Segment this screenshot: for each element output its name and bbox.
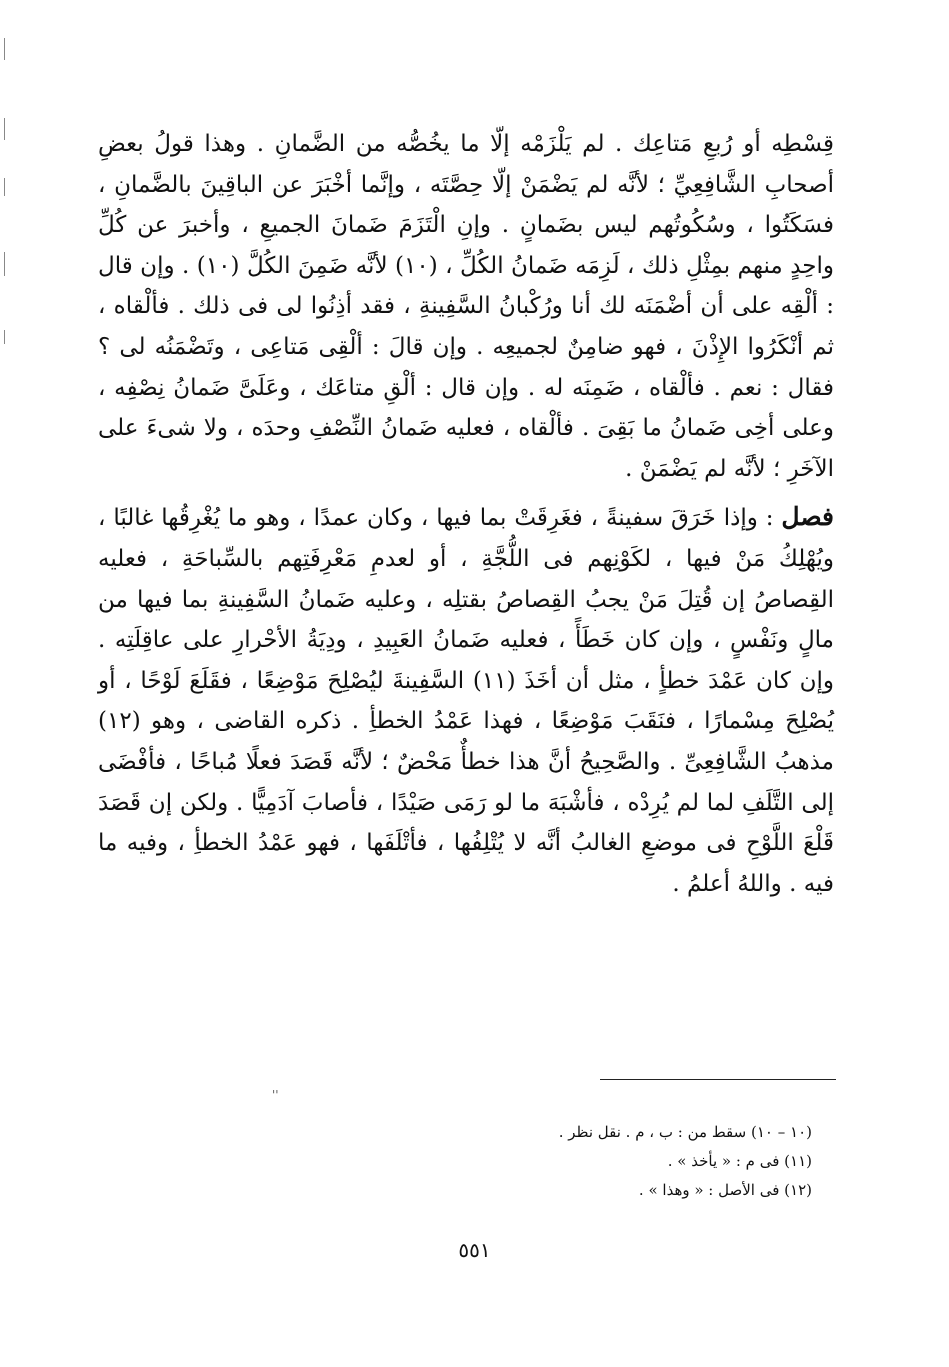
- footnote-11: (١١) فى م : « يأخذ » .: [667, 1152, 812, 1170]
- scan-edge-marks: [4, 0, 6, 1367]
- footnotes: [380, 1118, 812, 1205]
- page-number: ٥٥١: [458, 1238, 491, 1262]
- paragraph-liability-text: قِسْطِه أو رُبعِ مَتاعِك . لم يَلْزَمْه إلّا ما يخُصُّه من الضَّمانِ . وهذا قولُ بعضِ أصحابِ الشَّافِعِيِّ ؛ لأنَّه لم يَضْمَنْ إلّا حِصَّتَه ، وإنَّما أخْبَرَ عن الباقِينَ بالضَّمانِ ، فسَكَتُوا ، وسُكُوتُهم ليس بضَمانٍ . وإنِ الْتَزَمَ ضَمانَ الجميعِ ، وأخبرَ عن كُلِّ واحِدٍ منهم بمِثْلِ ذلك ، لَزِمَه ضَمانُ الكُلِّ ، (١٠) لأنَّه ضَمِنَ الكُلَّ (١٠) . وإن قال : ألْقِه على أن أضْمَنَه لك أنا ورُكْبانُ السَّفِينةِ ، فقد أذِنُوا لى فى ذلك . فألْقاه ، ثم أنْكَرُوا الإِذْنَ ، فهو ضامِنٌ لجميعِه . وإن قالَ : ألْقِى مَتاعِى ، وتَضْمَنُه لى ؟ فقال : نعم . فألْقاه ، ضَمِنَه له . وإن قال : ألْقِ متاعَك ، وعَلَىَّ ضَمانُ نِصْفِه ، وعلى أخِى ضَمانُ ما بَقِىَ . فألْقاه ، فعليه ضَمانُ النِّصْفِ وحدَه ، ولا شىءَ على الآخَرِ ؛ لأنَّه لم يَضْمَنْ .: [98, 131, 834, 482]
- paragraph-ship-damage: [98, 497, 834, 904]
- page-body: [98, 124, 834, 904]
- stray-mark: '': [272, 1088, 279, 1102]
- section-heading-fasl: فصل: [781, 502, 834, 532]
- footnote-separator: [600, 1079, 836, 1080]
- paragraph-ship-damage-text: : وإذا خَرَقَ سفينةً ، فغَرِقَتْ بما فيها ، وكان عمدًا ، وهو ما يُغْرِقُها غالبًا ، ويُهْلِكُ مَنْ فيها ، لكَوْنِهم فى اللُّجَّةِ ، أو لعدمِ مَعْرِفَتِهم بالسِّباحَةِ ، فعليه القِصاصُ إن قُتِلَ مَنْ يجبُ القِصاصُ بقتلِه ، وعليه ضَمانُ السَّفِينةِ بما فيها من مالٍ ونَفْسٍ ، وإن كان خَطَأً ، فعليه ضَمانُ العَبِيدِ ، ودِيَةُ الأحْرارِ على عاقِلَتِه . وإن كان عَمْدَ خطأٍ ، مثل أن أخَذَ (١١) السَّفِينةَ ليُصْلِحَ مَوْضِعًا ، فقَلَعَ لَوْحًا ، أو يُصْلِحَ مِسْمارًا ، فنَقَبَ مَوْضِعًا ، فهذا عَمْدُ الخطأِ . ذكره القاضى ، وهو (١٢) مذهبُ الشَّافِعِىِّ . والصَّحِيحُ أنَّ هذا خطأٌ مَحْضٌ ؛ لأنَّه قَصَدَ فعلًا مُباحًا ، فأفْضَى إلى التَّلَفِ لما لم يُرِدْه ، فأشْبَهَ ما لو رَمَى صَيْدًا ، فأصابَ آدَمِيًّا . ولكن إن قَصَدَ قَلْعَ اللَّوْحِ فى موضعِ الغالبُ أنَّه لا يُتْلِفُها ، فأتْلَفَها ، فهو عَمْدُ الخطأِ ، وفيه ما فيه . واللهُ أعلمُ .: [98, 505, 834, 897]
- paragraph-liability: [98, 124, 834, 489]
- footnote-12: (١٢) فى الأصل : « وهذا » .: [638, 1181, 812, 1199]
- footnote-10: (١٠ – ١٠) سقط من : ب ، م . نقل نظر .: [558, 1123, 812, 1141]
